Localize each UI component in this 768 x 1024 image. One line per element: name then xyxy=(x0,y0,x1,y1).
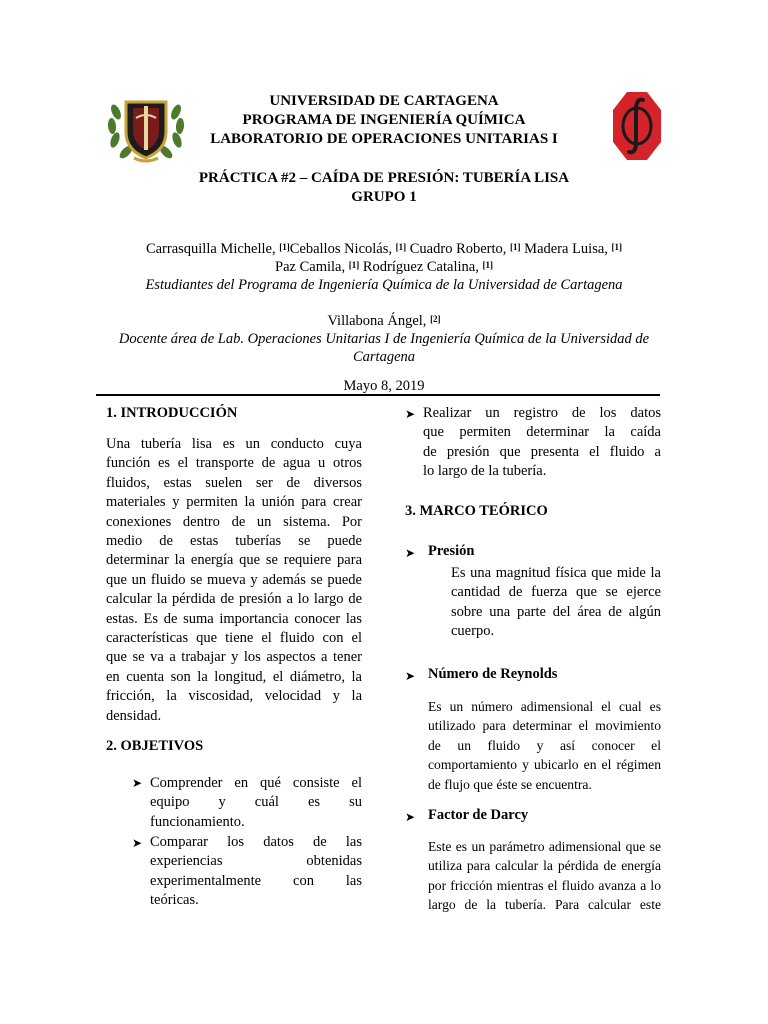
group-label: GRUPO 1 xyxy=(351,189,417,205)
authors-line-2: Paz Camila, [1] Rodríguez Catalina, [1] xyxy=(275,259,493,275)
authors-line-1: Carrasquilla Michelle, [1]Ceballos Nicolás, [1] Cuadro Roberto, [1] Madera Luisa, [1] xyxy=(145,241,623,257)
bullet-arrow-icon: ➤ xyxy=(405,669,416,683)
bullet-arrow-icon: ➤ xyxy=(405,546,416,560)
practice-title: PRÁCTICA #2 – CAÍDA DE PRESIÓN: TUBERÍA LISA xyxy=(198,170,570,186)
teacher-affiliation-1: Docente área de Lab. Operaciones Unitarias I de Ingeniería Química de la Universidad de xyxy=(118,331,650,347)
objective-1: Comprender en qué consiste el equipo y cuál es su funcionamiento. xyxy=(150,775,362,830)
bullet-arrow-icon: ➤ xyxy=(132,836,143,850)
darcy-heading: Factor de Darcy xyxy=(428,807,529,823)
students-affiliation: Estudiantes del Programa de Ingeniería Química de la Universidad de Cartagena xyxy=(145,277,623,293)
teacher-name: Villabona Ángel, [2] xyxy=(327,313,441,329)
objective-3: Realizar un registro de los datos que permiten determinar la caída de presión que presenta el fluido a lo largo de la tubería. xyxy=(423,405,661,480)
presion-heading: Presión xyxy=(428,543,475,559)
bullet-arrow-icon: ➤ xyxy=(405,810,416,824)
marco-teorico-heading: 3. MARCO TEÓRICO xyxy=(405,503,548,519)
reynolds-paragraph: Es un número adimensional el cual es utilizado para determinar el movimiento de un fluido y así conocer el comportamiento y ubicarlo en el régimen de flujo que éste se encuentra. xyxy=(428,699,661,792)
objective-2: Comparar los datos de las experiencias obtenidas experimentalmente con las teóricas. xyxy=(150,834,362,909)
bullet-arrow-icon: ➤ xyxy=(132,776,143,790)
lab-title: LABORATORIO DE OPERACIONES UNITARIAS I xyxy=(210,131,558,147)
header-divider xyxy=(96,394,660,396)
teacher-affiliation-2: Cartagena xyxy=(352,349,416,365)
program-title: PROGRAMA DE INGENIERÍA QUÍMICA xyxy=(242,112,526,128)
reynolds-heading: Número de Reynolds xyxy=(428,666,558,682)
presion-paragraph: Es una magnitud física que mide la cantidad de fuerza que se ejerce sobre una parte del área de algún cuerpo. xyxy=(451,565,661,640)
date: Mayo 8, 2019 xyxy=(343,378,425,394)
intro-paragraph: Una tubería lisa es un conducto cuya función es el transporte de agua u otros fluidos, estas suelen ser de diversos materiales y permiten la unión para crear conexiones dentro de un sistema. Por medio de estas tuberías se puede determinar la energía que se requiere para que un fluido se mueva y además se puede calcular la pérdida de presión a lo largo de estas. Es de suma importancia conocer las características que tiene el fluido con el que se va a trabajar y los aspectos a tener en cuenta son la longitud, el diámetro, la fricción, la viscosidad, velocidad y la densidad. xyxy=(106,436,362,724)
bullet-arrow-icon: ➤ xyxy=(405,407,416,421)
intro-heading: 1. INTRODUCCIÓN xyxy=(106,405,238,421)
university-title: UNIVERSIDAD DE CARTAGENA xyxy=(269,93,499,109)
darcy-paragraph: Este es un parámetro adimensional que se utiliza para calcular la pérdida de energía por fricción mientras el fluido avanza a lo largo de la tubería. Para calcular este xyxy=(428,839,661,913)
objectives-heading: 2. OBJETIVOS xyxy=(106,738,204,754)
